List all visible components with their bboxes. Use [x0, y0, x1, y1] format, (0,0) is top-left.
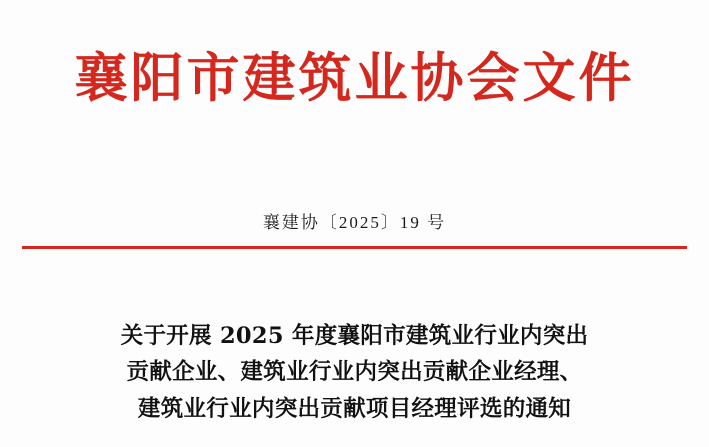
document-header-title: 襄阳市建筑业协会文件 — [74, 47, 635, 109]
document-subject — [60, 318, 649, 427]
subject-line-3: 建筑业行业内突出贡献项目经理评选的通知 — [137, 395, 572, 422]
subject-line-1: 关于开展 2025 年度襄阳市建筑业行业内突出 — [120, 323, 589, 349]
document-number: 襄建协〔2025〕19 号 — [262, 213, 447, 232]
subject-line-2: 贡献企业、建筑业行业内突出贡献企业经理、 — [126, 359, 583, 386]
red-divider-rule — [22, 246, 687, 249]
